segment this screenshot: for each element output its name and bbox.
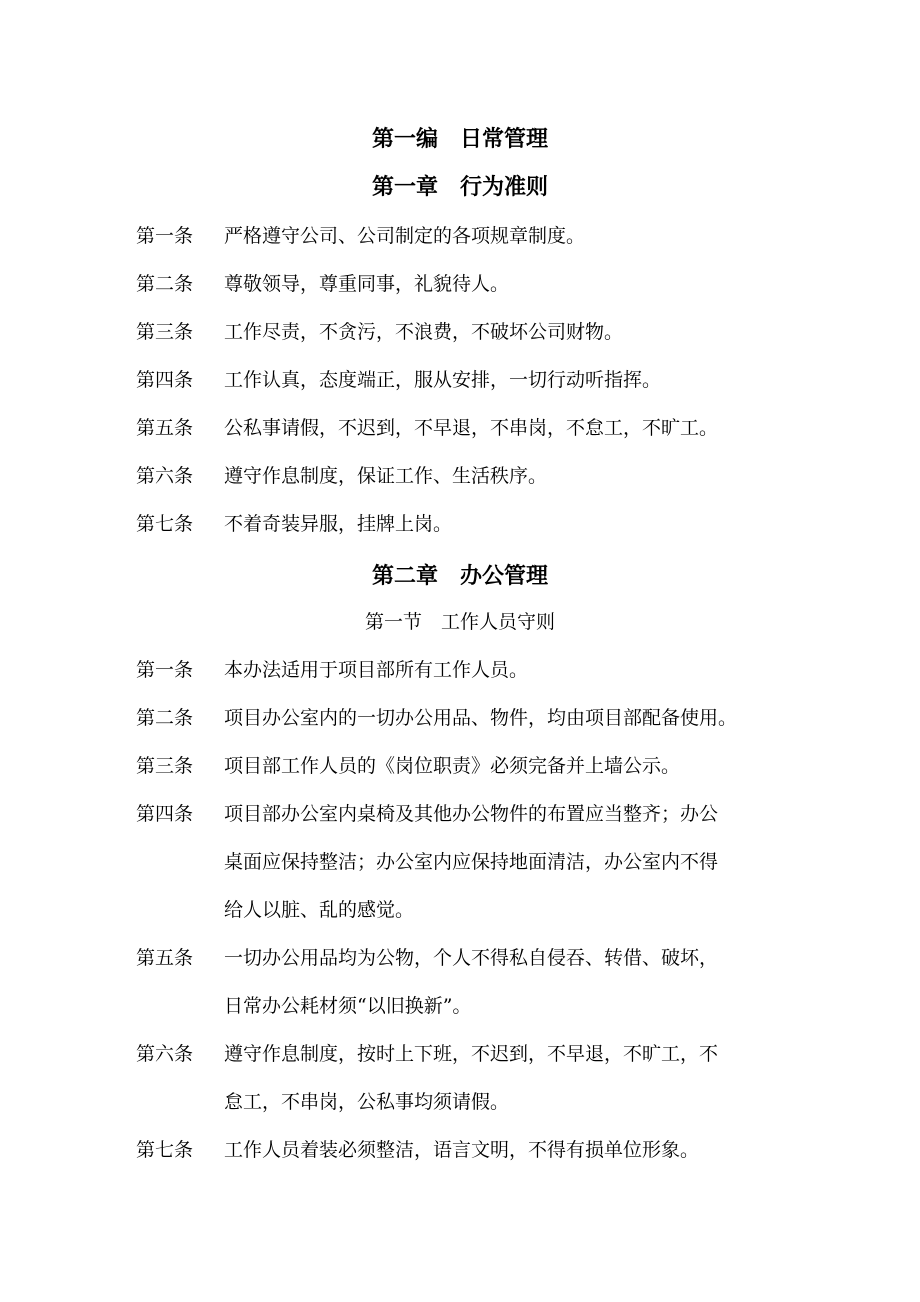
article-label: 第二条	[136, 707, 194, 729]
chapter-1-title: 第一章 行为准则	[371, 174, 548, 200]
chapter-1-article-3	[136, 308, 796, 356]
chapter-1-article-2	[136, 260, 796, 308]
article-label: 第六条	[136, 1043, 194, 1065]
chapter-2-article-7	[136, 1126, 796, 1174]
article-text: 尊敬领导，尊重同事，礼貌待人。	[224, 273, 510, 295]
article-text: 公私事请假，不迟到，不早退，不串岗，不怠工，不旷工。	[224, 417, 719, 439]
chapter-2-title: 第二章 办公管理	[371, 563, 548, 589]
article-text: 项目办公室内的一切办公用品、物件，均由项目部配备使用。	[224, 707, 738, 729]
article-text-line: 怠工，不串岗，公私事均须请假。	[224, 1091, 510, 1113]
article-text: 遵守作息制度，保证工作、生活秩序。	[224, 465, 548, 487]
article-text: 严格遵守公司、公司制定的各项规章制度。	[224, 225, 586, 247]
article-text: 本办法适用于项目部所有工作人员。	[224, 659, 529, 681]
article-text: 工作尽责，不贪污，不浪费，不破坏公司财物。	[224, 321, 624, 343]
article-text: 不着奇装异服，挂牌上岗。	[224, 513, 453, 535]
article-text: 工作人员着装必须整洁，语言文明，不得有损单位形象。	[224, 1139, 700, 1161]
article-label: 第二条	[136, 273, 194, 295]
article-text-line: 遵守作息制度，按时上下班，不迟到，不早退，不旷工，不	[224, 1043, 719, 1065]
article-label: 第七条	[136, 1139, 194, 1161]
article-label: 第七条	[136, 513, 194, 535]
chapter-1-article-4	[136, 356, 796, 404]
article-text-line: 项目部办公室内桌椅及其他办公物件的布置应当整齐；办公	[224, 803, 719, 825]
article-label: 第六条	[136, 465, 194, 487]
article-text-line: 一切办公用品均为公物，个人不得私自侵吞、转借、破坏，	[224, 947, 719, 969]
article-text-line: 日常办公耗材须“以旧换新”。	[224, 995, 472, 1017]
section-1-title: 第一节 工作人员守则	[364, 611, 555, 633]
article-label: 第一条	[136, 225, 194, 247]
article-label: 第三条	[136, 755, 194, 777]
article-label: 第四条	[136, 369, 194, 391]
article-label: 第三条	[136, 321, 194, 343]
chapter-2-article-4	[136, 790, 796, 934]
part-title: 第一编 日常管理	[371, 126, 548, 152]
article-label: 第五条	[136, 417, 194, 439]
article-text-line: 桌面应保持整洁；办公室内应保持地面清洁，办公室内不得	[224, 851, 719, 873]
article-text: 项目部工作人员的《岗位职责》必须完备并上墙公示。	[224, 755, 681, 777]
chapter-1-article-6	[136, 452, 796, 500]
article-label: 第五条	[136, 947, 194, 969]
article-text-line: 给人以脏、乱的感觉。	[224, 899, 415, 921]
article-text: 工作认真，态度端正，服从安排，一切行动听指挥。	[224, 369, 662, 391]
chapter-2-article-6	[136, 1030, 796, 1126]
chapter-1-article-7	[136, 500, 796, 548]
chapter-2-article-5	[136, 934, 796, 1030]
chapter-2-article-2	[136, 694, 796, 742]
chapter-1-article-5	[136, 404, 796, 452]
article-label: 第一条	[136, 659, 194, 681]
chapter-1-article-1	[136, 212, 796, 260]
article-label: 第四条	[136, 803, 194, 825]
chapter-2-article-3	[136, 742, 796, 790]
chapter-2-article-1	[136, 646, 796, 694]
